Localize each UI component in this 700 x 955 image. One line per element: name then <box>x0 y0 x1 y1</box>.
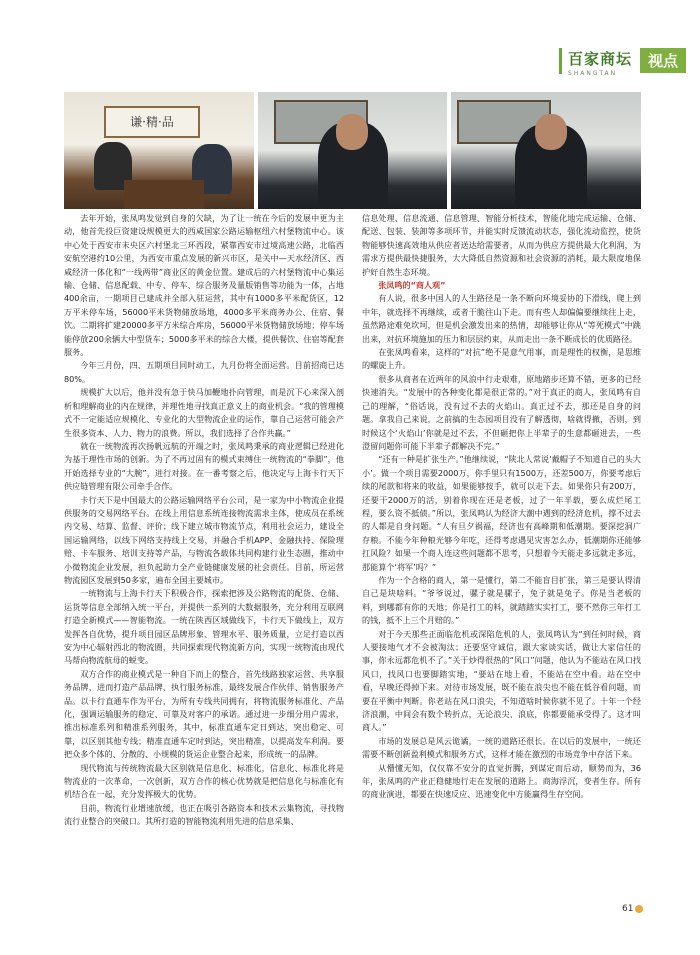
header-text <box>568 48 632 77</box>
person-face <box>535 114 567 150</box>
paragraph: 今年三月份，四、五期项目同时动工，九月份将全面运营。目前招商已达80%。 <box>64 360 344 384</box>
paragraph: 就在一统物流再次扬帆远航的开端之时，张凤鸣秉承的商业逻辑已经进化为基于理性市场的创新。为了不再过固有的模式束缚住一统物流的“拳脚”，他开始选择专业的“大腕”，进行对接。在一番考察之后，他决定与上海卡行天下供应链管理有限公司牵手合作。 <box>64 440 344 492</box>
calligraphy-text: 谦·精·品 <box>130 115 174 129</box>
paragraph: 有人说，很多中国人的人生路径是一条不断向环境妥协的下滑线，爬上到中年，就选择不再继续，或者干脆往山下走。而有些人却偏偏要继续往上走，虽然路途难免坎坷，但是机会激发出来的热情，却能够让你从“等死模式”中跳出来，对抗环境施加的压力和层层约束，从而走出一条不断成长的优质路径。 <box>362 293 641 344</box>
page-number <box>622 904 643 914</box>
photo-portrait-seated <box>258 92 448 209</box>
subheading: 张凤鸣的“商人观” <box>378 280 446 291</box>
paragraph: 去年开始，张凤鸣发觉到自身的欠缺，为了让一统在今后的发展中更为主动，他首先投巨资建设规模更大的西咸国家公路运输枢纽六村堡物流中心。该中心处于西安市未央区六村堡北三环西段，紧靠西安市过境高速公路，北临西安航空港约10公里，为西安市重点发展的新兴市区，是关中—天水经济区、西咸经济一体化和“一线两带”商业区的黄金位置。建成后的六村堡物流中心集运输、仓储、信息配载、中专、停车、综合服务及量版销售等功能为一体，占地400余亩，一期项目已建成并全部入驻运营，其中有1000多平米配货区，12万平米停车场，56000平米货物储放场地，4000多平米商务办公、住宿、餐饮。二期将扩建20000多平方米综合库房，56000平米货物储放场地；停车场能停放200余辆大中型货车；5000多平米的综合大楼，提供餐饮、住宿等配套服务。 <box>64 213 344 358</box>
person-face <box>336 114 368 150</box>
paragraph: 卡行天下是中国最大的公路运输网络平台公司，是一家为中小物流企业提供服务的交易网络平台。在线上用信息系统连接物流需求主体，使成员在系统内交易、结算、监督、评价；线下建立城市物流节点，利用社会运力，建设全国运输网络，以线下网络支持线上交易，并融合手机APP、金融扶持、保险理赔、卡车服务、培训支持等产品，与物流各载体共同构建行业生态圈，推动中小微物流企业发展，担负起助力全产业链健康发展的社会责任。目前，所运营物流园区发展到50多家，遍布全国主要城市。 <box>64 494 344 585</box>
paragraph: 现代物流与传统物流最大区别就是信息化、标准化，信息化、标准化将是物流业的一次革命，一次创新，双方合作的核心优势就是把信息化与标准化有机结合在一起，充分发挥极大的优势。 <box>64 762 344 800</box>
article-column-right <box>362 212 641 802</box>
header-accent-bar <box>559 48 562 74</box>
paragraph: 目前，物流行业增速放缓，也正在吸引各路资本和技术云集物流，寻找物流行业整合的突破口。其所打造的智能物流利用先进的信息采集、 <box>64 802 344 827</box>
paragraph: “还有一种是扩张生产。”他继续说，“陕北人常说‘戴帽子不知道自己的头大小’。做一个项目需要2000万，你手里只有1500万，还差500万，你要考虑后续的尾款和将来的收益，如果能够按手，就可以走下去。如果你只有200万，还要干2000万的活，别着你现在还是老板，过了一年半载，要么成烂尾工程，要么资不抵债。”所以，张凤鸣认为经济大潮中遇到的经济危机，撑不过去的人都是自身问题。“人有旦夕祸福，经济也有高峰期和低潮期。要深挖洞广存粮。不能今年种粮光够今年吃，还得考虑遇见灾害怎么办，低潮期你还能够扛风险？如果一个商人连这些问题都不思考，只想着今天能走多远就走多远，那能算个‘将军’吗？” <box>362 454 641 572</box>
photo-strip <box>64 92 641 209</box>
paragraph: 规模扩大以后，他并没有急于快马加鞭地扑向管理，而是沉下心来深入剖析和理解商业的内在规律，并理性地寻找真正意义上的商业机会。“我的管理模式不一定能适应规模化、专业化的大型物流企业的运作，靠自己运营可能会产生很多资本、人力、物力的浪费。所以，我们选择了合作共赢。” <box>64 387 344 438</box>
photo-office-meeting <box>64 92 254 209</box>
section-title: 百家商坛 <box>567 50 632 68</box>
desk <box>124 180 204 209</box>
paragraph: 在张凤鸣看来，这样的“对抗”绝不是意气用事，而是理性的权衡，是思维的螺旋上升。 <box>362 347 641 371</box>
paragraph: 双方合作的商业模式是一种自下而上的整合，首先线路独家运营、共享服务品牌，进而打造产品品牌、执行服务标准，最终发展合作伙伴、销售服务产品。以卡行直通车作为平台，为所有专线共同拥有，将物流服务标准化、产品化，强调运输服务的稳定、可靠及对客户的承诺。通过进一步细分用户需求，推出标准系列和精准系列服务，其中，标准直通车定日到达，突出稳定、可靠，以区别其他专线；精准直通车定时到达，突出精准，以提高发车利润。要把众多个体的、分散的、小规模的货运企业整合起来，形成统一的品牌。 <box>64 668 344 760</box>
section-tag: 视点 <box>640 48 686 73</box>
paragraph: 从懵懂无知，仅仅靠不安分的直觉折腾，到谋定而后动，顺势而为，36年，张凤鸣的产业正稳健地行走在发展的道路上。商海浮沉，变者生存。所有的商业演进，都要在快速反应、迅速变化中方能赢得生存空间。 <box>362 762 641 800</box>
paragraph: 对于今天那些正面临危机或深陷危机的人，张凤鸣认为“到任何时候，商人要接地气才不会被淘汰；还要坚守诚信，跟大家谈实话，做让大家信任的事，你永远都危机不了。”关于炒得很热的“风口”问题，他认为不能站在风口找风口，找风口也要脚踏实地，“要站在地上看，不能站在空中看。站在空中看，早晚还得掉下来。对待市场发展，既不能在浪尖也不能在低谷看问题，而要在平衡中判断。你老站在风口浪尖，不知道啥时候你就不见了。十年一个经济浪潮，中间会有数个转折点，无论浪尖、浪底，你都要能承受得了。这才叫商人。” <box>362 628 641 733</box>
calligraphy-scroll <box>104 106 200 138</box>
section-header <box>559 48 686 77</box>
section-subtitle: SHANGTAN <box>567 70 618 77</box>
photo-portrait-gesture <box>451 92 641 209</box>
article-column-left <box>64 212 344 829</box>
page-number-dot <box>635 905 643 913</box>
paragraph: 信息处理、信息流通、信息管理、智能分析技术，智能化地完成运输、仓储、配送、包装、装卸等多项环节，并能实时反馈流动状态，强化流动监控，使货物能够快速高效地从供应者送达给需要者，从而为供应方提供最大化利润，为需求方提供最快捷服务，大大降低自然资源和社会资源的消耗，最大限度地保护好自然生态环境。 <box>362 213 641 277</box>
paragraph: 市场的发展总是风云诡谲，一统的道路还很长。在以后的发展中，一统还需要不断创新盈利模式和服务方式，这样才能在激烈的市场竞争中存活下来。 <box>362 735 641 760</box>
paragraph: 作为一个合格的商人，第一是懂行，第二不能盲目扩张，第三是要认得清自己是块啥料。“爷爷说过，骡子就是骡子，兔子就是兔子。你是当老板的料，到哪都有你的天地；你是打工的料，就踏踏实实打工，要不然你三年打工的钱，抵不上三个月赔的。” <box>362 574 641 626</box>
paragraph: 一统物流与上海卡行天下积极合作，探索把涉及公路物流的配货、仓储、运货等信息全部纳入统一平台，并提供一系列的大数据服务，充分利用互联网打造全新模式——智能物流。一统在陕西区域做线下，卡行天下做线上，双方发挥各自优势，提升项目园区品牌形象、管理水平、服务质量，立足打造以西安为中心辐射西北的物流圈，共同探索现代物流新方向，实现一统物流由现代马帮向物流航母的蜕变。 <box>64 588 344 666</box>
paragraph: 很多从商者在近两年的风浪中行走艰难，原地踏步还算不错，更多的已经快速消失。“发展中的各种变化都是很正常的。”对于真正的商人，张凤鸣有自己的理解，“俗话说，没有过不去的火焰山。真正过不去，那还是自身的问题。拿我自己来说，之前搞的生态园项目没有了解透彻，啥就得撤，否则，到时候这个‘火焰山’你就是过不去，不但砸把你上半辈子的生意都砸进去，一些澄留问题你可能下半辈子都解决不完。” <box>362 373 641 451</box>
page-number-text: 61 <box>622 904 634 914</box>
